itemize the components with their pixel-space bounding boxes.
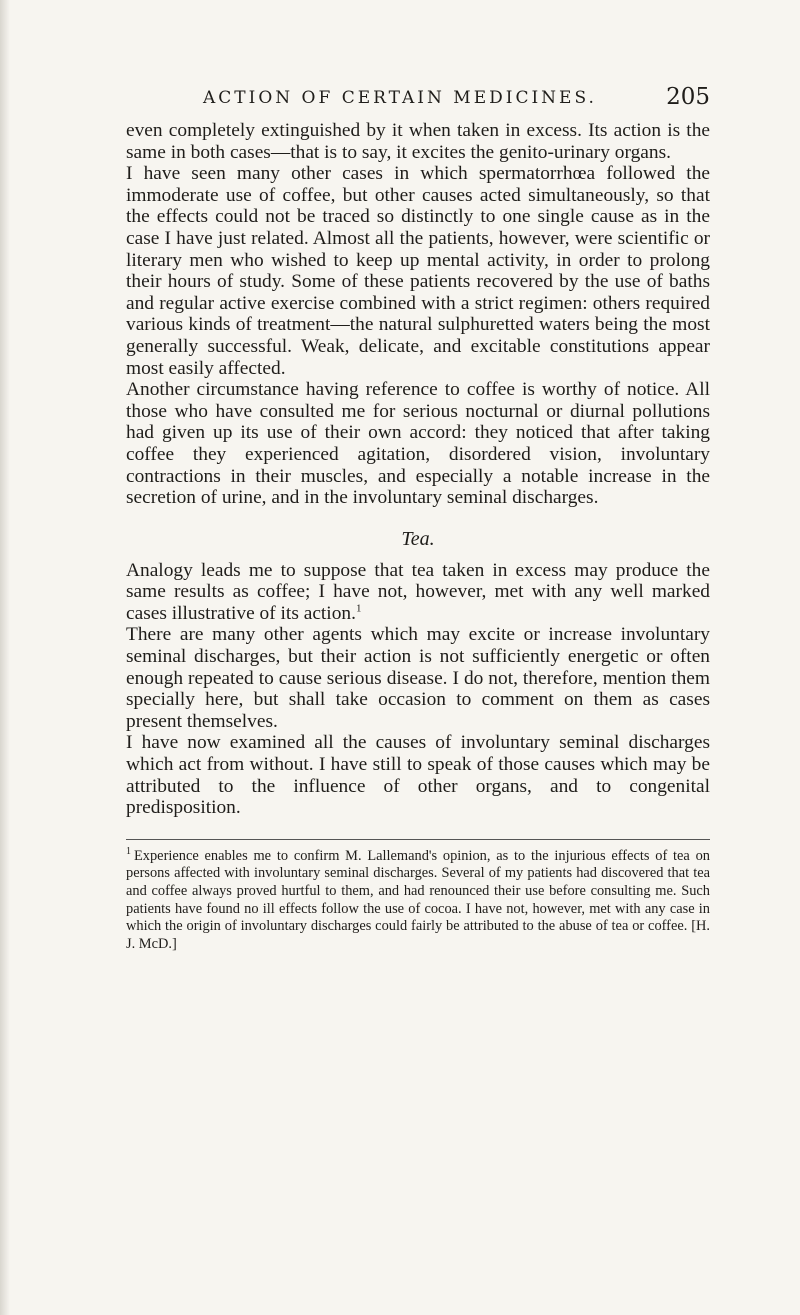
page-number: 205 (666, 84, 710, 110)
page-edge-shadow (0, 0, 10, 1315)
body-text (126, 120, 710, 819)
footnote-divider (126, 839, 710, 840)
paragraph-coffee-circumstance: Another circumstance having reference to coffee is worthy of notice. All those who have consulted me for serious nocturnal or diurnal pollutions had given up its use of their own accord: they noticed that after taking coffee they experienced agitation, disordered vision, involuntary contractions in their muscles, and especially a notable increase in the secretion of urine, and in the involuntary seminal discharges. (126, 379, 710, 509)
paragraph-tea-analogy (126, 560, 710, 625)
book-page (126, 84, 710, 953)
paragraph-continued: even completely extinguished by it when taken in excess. Its action is the same in both cases—that is to say, it excites the genito-urinary organs. (126, 120, 710, 163)
footnote (126, 848, 710, 954)
paragraph-tea-analogy-text: Analogy leads me to suppose that tea taken in excess may produce the same results as coffee; I have not, however, met with any well marked cases illustrative of its action. (126, 559, 710, 624)
footnote-mark: 1 (126, 846, 131, 858)
footnote-reference[interactable]: 1 (355, 602, 362, 615)
footnote-text: Experience enables me to confirm M. Lallemand's opinion, as to the injurious effects of tea on persons affected with involuntary seminal discharges. Several of my patients had discovered that tea and coffee always proved hurtful to them, and had renounced their use before consulting me. Such patients have found no ill effects follow the use of cocoa. I have not, however, met with any case in which the origin of involuntary discharges could fairly be attributed to the abuse of tea or coffee. [H. J. McD.] (126, 847, 710, 952)
running-title: ACTION OF CERTAIN MEDICINES. (203, 88, 597, 108)
paragraph-other-agents: There are many other agents which may excite or increase involuntary seminal discharges, but their action is not sufficiently energetic or often enough repeated to cause serious disease. I do not, therefore, mention them specially here, but shall take occasion to comment on them as cases present themselves. (126, 624, 710, 732)
section-heading-tea: Tea. (401, 527, 435, 550)
paragraph-spermatorrhoea: I have seen many other cases in which spermatorrhœa followed the immoderate use of coffee, but other causes acted simultaneously, so that the effects could not be traced so distinctly to one single cause as in the case I have just related. Almost all the patients, however, were scientific or literary men who wished to keep up mental activity, in order to prolong their hours of study. Some of these patients recovered by the use of baths and regular active exercise combined with a strict regimen: others required various kinds of treatment—the natural sulphuretted waters being the most generally successful. Weak, delicate, and excitable constitutions appear most easily affected. (126, 163, 710, 379)
paragraph-causes-examined: I have now examined all the causes of involuntary seminal discharges which act from without. I have still to speak of those causes which may be attributed to the influence of other organs, and to congenital predisposition. (126, 732, 710, 819)
running-header (126, 84, 710, 118)
